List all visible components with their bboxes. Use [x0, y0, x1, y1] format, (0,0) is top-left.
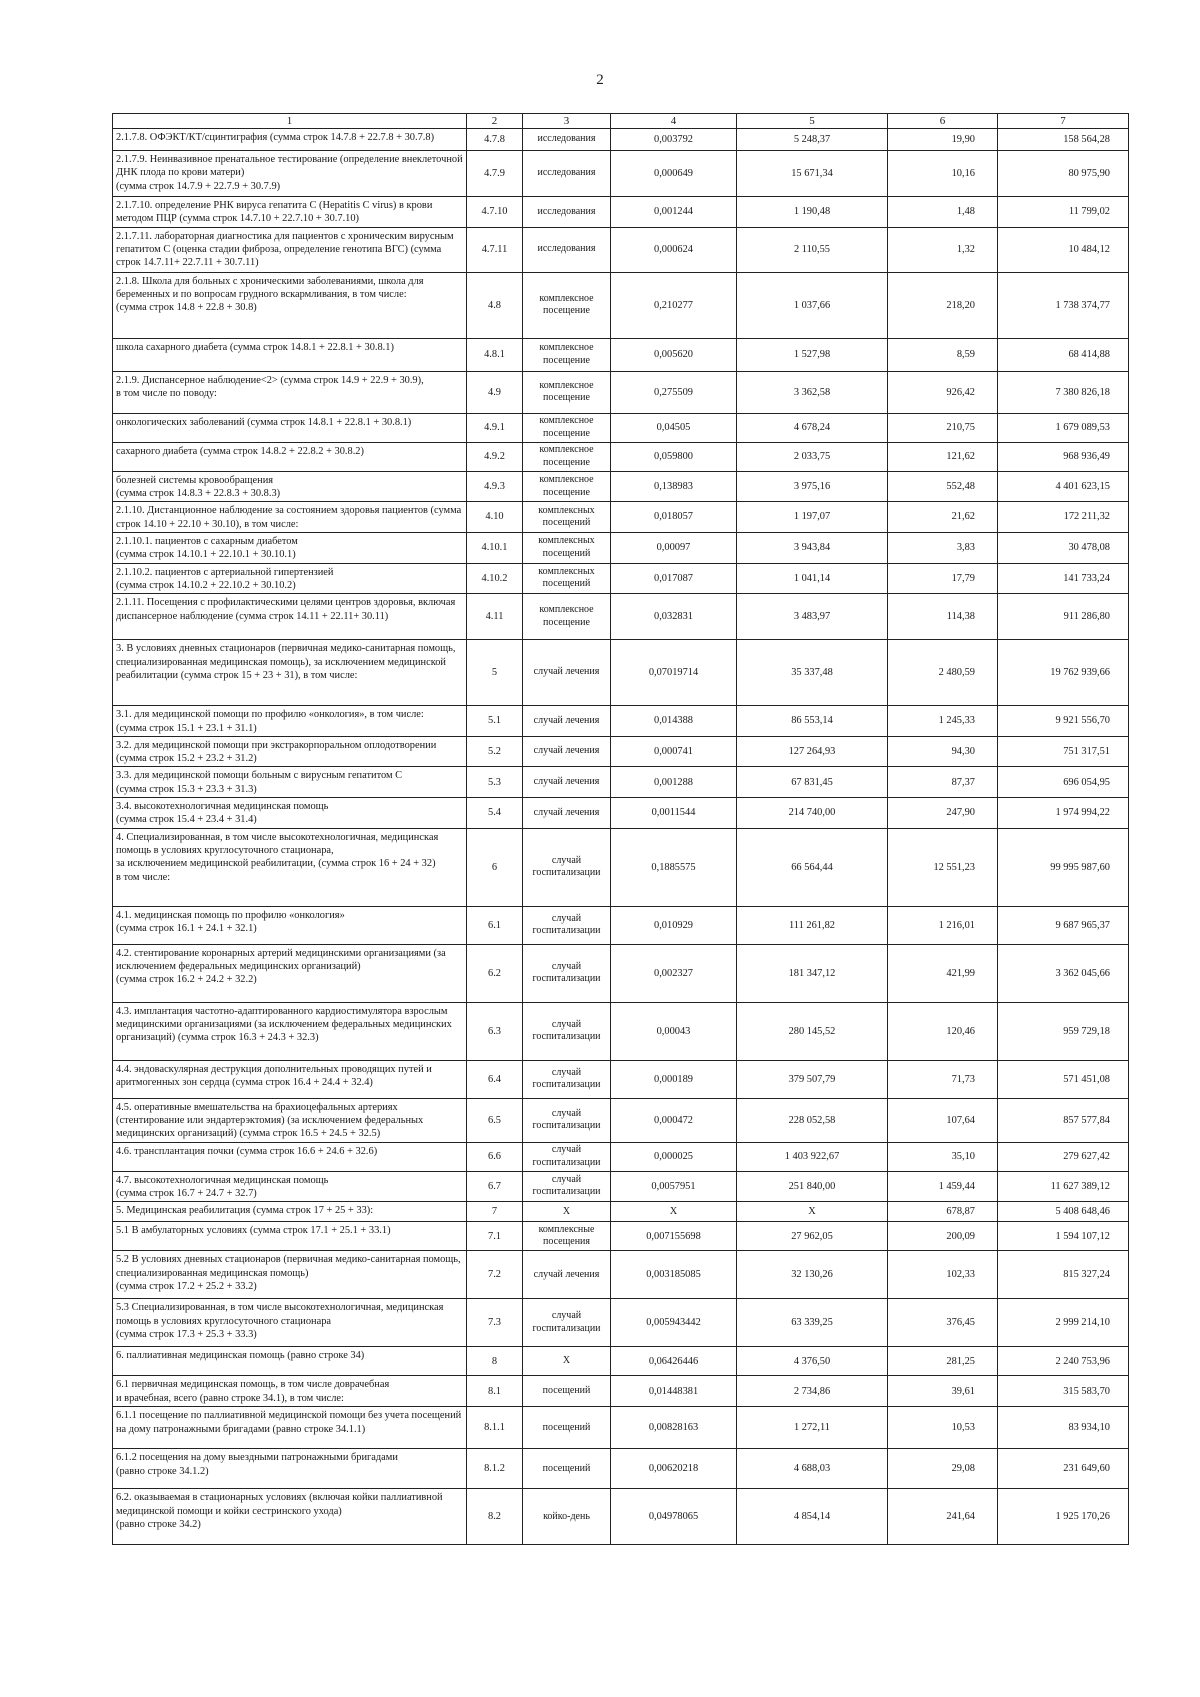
row-code: 6.3	[467, 1002, 523, 1060]
table-row	[113, 1171, 1129, 1202]
row-code: 4.9.2	[467, 442, 523, 471]
table-row	[113, 129, 1129, 151]
row-norm: 0,014388	[611, 706, 737, 737]
row-cost: 1 197,07	[737, 502, 888, 533]
row-description: 4. Специализированная, в том числе высокотехнологичная, медицинская помощь в условиях круглосуточного стационара, за исключением медицинской реабилитации, (сумма строк 16 + 24 + 32) в том числе:	[113, 828, 467, 906]
row-description: 3.1. для медицинской помощи по профилю «онкология», в том числе: (сумма строк 15.1 + 23.1 + 31.1)	[113, 706, 467, 737]
row-description: 5. Медицинская реабилитация (сумма строк 17 + 25 + 33):	[113, 1202, 467, 1222]
row-code: 8.2	[467, 1489, 523, 1545]
row-norm: 0,00097	[611, 532, 737, 563]
row-cost: 67 831,45	[737, 767, 888, 798]
row-total: 30 478,08	[998, 532, 1129, 563]
table-row	[113, 1347, 1129, 1376]
table-row	[113, 532, 1129, 563]
table-row	[113, 1002, 1129, 1060]
row-cost: 2 734,86	[737, 1376, 888, 1407]
row-cost: 1 272,11	[737, 1407, 888, 1449]
row-total: 141 733,24	[998, 563, 1129, 594]
row-norm: 0,018057	[611, 502, 737, 533]
row-description: 4.6. трансплантация почки (сумма строк 16.6 + 24.6 + 32.6)	[113, 1142, 467, 1171]
row-unit: случай лечения	[523, 798, 611, 829]
row-description: 6.1 первичная медицинская помощь, в том числе доврачебная и врачебная, всего (равно строке 34.1), в том числе:	[113, 1376, 467, 1407]
row-norm: 0,017087	[611, 563, 737, 594]
table-row	[113, 563, 1129, 594]
row-unit: случай госпитализации	[523, 906, 611, 944]
row-cost: Х	[737, 1202, 888, 1222]
row-per-capita: 87,37	[888, 767, 998, 798]
row-cost: 66 564,44	[737, 828, 888, 906]
row-total: 1 974 994,22	[998, 798, 1129, 829]
row-unit: случай госпитализации	[523, 1002, 611, 1060]
row-per-capita: 12 551,23	[888, 828, 998, 906]
header-cell: 2	[467, 114, 523, 129]
row-per-capita: 17,79	[888, 563, 998, 594]
row-cost: 1 190,48	[737, 197, 888, 228]
row-per-capita: 114,38	[888, 594, 998, 640]
header-cell: 6	[888, 114, 998, 129]
row-per-capita: 121,62	[888, 442, 998, 471]
table-row	[113, 197, 1129, 228]
table-row	[113, 1222, 1129, 1251]
row-norm: 0,04505	[611, 413, 737, 442]
row-description: 2.1.10.1. пациентов с сахарным диабетом (сумма строк 14.10.1 + 22.10.1 + 30.10.1)	[113, 532, 467, 563]
row-description: 2.1.7.8. ОФЭКТ/КТ/сцинтиграфия (сумма строк 14.7.8 + 22.7.8 + 30.7.8)	[113, 129, 467, 151]
row-unit: случай госпитализации	[523, 1098, 611, 1142]
row-cost: 127 264,93	[737, 736, 888, 767]
table-row	[113, 227, 1129, 272]
row-code: 6.6	[467, 1142, 523, 1171]
row-unit: случай госпитализации	[523, 1299, 611, 1347]
table-row	[113, 1251, 1129, 1299]
table-row	[113, 767, 1129, 798]
row-code: 4.9.3	[467, 471, 523, 502]
table-row	[113, 736, 1129, 767]
row-norm: 0,01448381	[611, 1376, 737, 1407]
header-cell: 3	[523, 114, 611, 129]
row-norm: 0,005943442	[611, 1299, 737, 1347]
row-code: 5.2	[467, 736, 523, 767]
row-total: 11 627 389,12	[998, 1171, 1129, 1202]
row-code: 4.9.1	[467, 413, 523, 442]
row-per-capita: 1,48	[888, 197, 998, 228]
row-cost: 111 261,82	[737, 906, 888, 944]
row-norm: 0,010929	[611, 906, 737, 944]
row-norm: 0,210277	[611, 272, 737, 338]
row-total: 80 975,90	[998, 151, 1129, 197]
row-per-capita: 421,99	[888, 944, 998, 1002]
row-description: 2.1.11. Посещения с профилактическими целями центров здоровья, включая диспансерное наблюдение (сумма строк 14.11 + 22.11+ 30.11)	[113, 594, 467, 640]
row-cost: 4 688,03	[737, 1449, 888, 1489]
row-norm: 0,000472	[611, 1098, 737, 1142]
row-per-capita: 102,33	[888, 1251, 998, 1299]
row-unit: комплексных посещений	[523, 502, 611, 533]
row-total: 5 408 648,46	[998, 1202, 1129, 1222]
row-description: сахарного диабета (сумма строк 14.8.2 + 22.8.2 + 30.8.2)	[113, 442, 467, 471]
row-description: 5.1 В амбулаторных условиях (сумма строк 17.1 + 25.1 + 33.1)	[113, 1222, 467, 1251]
row-norm: 0,138983	[611, 471, 737, 502]
row-unit: случай лечения	[523, 1251, 611, 1299]
row-per-capita: 71,73	[888, 1060, 998, 1098]
row-norm: 0,06426446	[611, 1347, 737, 1376]
row-unit: посещений	[523, 1376, 611, 1407]
row-unit: комплексное посещение	[523, 413, 611, 442]
row-cost: 3 362,58	[737, 371, 888, 413]
row-cost: 5 248,37	[737, 129, 888, 151]
table-row	[113, 151, 1129, 197]
row-per-capita: 1 216,01	[888, 906, 998, 944]
table-row	[113, 798, 1129, 829]
row-code: 4.7.11	[467, 227, 523, 272]
table-row	[113, 442, 1129, 471]
row-total: 751 317,51	[998, 736, 1129, 767]
row-unit: Х	[523, 1202, 611, 1222]
row-norm: 0,032831	[611, 594, 737, 640]
row-norm: 0,003792	[611, 129, 737, 151]
table-row	[113, 1489, 1129, 1545]
row-unit: комплексных посещений	[523, 532, 611, 563]
row-code: 4.10	[467, 502, 523, 533]
row-code: 4.8.1	[467, 338, 523, 371]
row-per-capita: 1 459,44	[888, 1171, 998, 1202]
row-cost: 2 110,55	[737, 227, 888, 272]
row-description: 2.1.10. Дистанционное наблюдение за состоянием здоровья пациентов (сумма строк 14.10 + 22.10 + 30.10), в том числе:	[113, 502, 467, 533]
row-code: 8	[467, 1347, 523, 1376]
row-code: 7.2	[467, 1251, 523, 1299]
row-per-capita: 94,30	[888, 736, 998, 767]
row-per-capita: 3,83	[888, 532, 998, 563]
row-code: 8.1.1	[467, 1407, 523, 1449]
row-description: 6.1.1 посещение по паллиативной медицинской помощи без учета посещений на дому патронажными бригадами (равно строке 34.1.1)	[113, 1407, 467, 1449]
row-per-capita: 35,10	[888, 1142, 998, 1171]
row-cost: 181 347,12	[737, 944, 888, 1002]
row-description: 2.1.7.10. определение РНК вируса гепатита С (Hepatitis C virus) в крови методом ПЦР (сумма строк 14.7.10 + 22.7.10 + 30.7.10)	[113, 197, 467, 228]
row-code: 6	[467, 828, 523, 906]
row-unit: случай госпитализации	[523, 1171, 611, 1202]
row-unit: случай госпитализации	[523, 828, 611, 906]
table-row	[113, 1202, 1129, 1222]
row-unit: посещений	[523, 1449, 611, 1489]
row-norm: 0,059800	[611, 442, 737, 471]
row-per-capita: 200,09	[888, 1222, 998, 1251]
row-code: 4.7.9	[467, 151, 523, 197]
row-description: 2.1.7.11. лабораторная диагностика для пациентов с хроническим вирусным гепатитом С (оценка стадии фиброза, определение генотипа ВГС) (сумма строк 14.7.11+ 22.7.11 + 30.7.11)	[113, 227, 467, 272]
row-total: 571 451,08	[998, 1060, 1129, 1098]
row-description: 4.3. имплантация частотно-адаптированного кардиостимулятора взрослым медицинскими организациями (за исключением федеральных медицинских организаций) (сумма строк 16.3 + 24.3 + 32.3)	[113, 1002, 467, 1060]
row-norm: 0,001288	[611, 767, 737, 798]
row-cost: 1 403 922,67	[737, 1142, 888, 1171]
row-unit: комплексное посещение	[523, 272, 611, 338]
row-total: 231 649,60	[998, 1449, 1129, 1489]
row-description: 4.2. стентирование коронарных артерий медицинскими организациями (за исключением федеральных медицинских организаций) (сумма строк 16.2 + 24.2 + 32.2)	[113, 944, 467, 1002]
row-total: 2 240 753,96	[998, 1347, 1129, 1376]
row-code: 8.1	[467, 1376, 523, 1407]
row-per-capita: 281,25	[888, 1347, 998, 1376]
row-total: 1 679 089,53	[998, 413, 1129, 442]
row-unit: койко-день	[523, 1489, 611, 1545]
row-unit: комплексное посещение	[523, 442, 611, 471]
row-description: 6. паллиативная медицинская помощь (равно строке 34)	[113, 1347, 467, 1376]
row-per-capita: 21,62	[888, 502, 998, 533]
row-cost: 15 671,34	[737, 151, 888, 197]
row-code: 4.10.1	[467, 532, 523, 563]
norms-table	[112, 113, 1129, 1545]
row-cost: 27 962,05	[737, 1222, 888, 1251]
row-norm: 0,001244	[611, 197, 737, 228]
row-unit: исследования	[523, 129, 611, 151]
row-unit: случай госпитализации	[523, 1142, 611, 1171]
row-per-capita: 218,20	[888, 272, 998, 338]
row-total: 172 211,32	[998, 502, 1129, 533]
row-cost: 3 943,84	[737, 532, 888, 563]
row-unit: случай лечения	[523, 706, 611, 737]
row-code: 5.3	[467, 767, 523, 798]
row-description: 5.2 В условиях дневных стационаров (первичная медико-санитарная помощь, специализированная медицинская помощь) (сумма строк 17.2 + 25.2 + 33.2)	[113, 1251, 467, 1299]
row-per-capita: 376,45	[888, 1299, 998, 1347]
row-norm: 0,275509	[611, 371, 737, 413]
row-description: 3. В условиях дневных стационаров (первичная медико-санитарная помощь, специализированная медицинская помощь), за исключением медицинской реабилитации (сумма строк 15 + 23 + 31), в том числе:	[113, 640, 467, 706]
row-unit: случай лечения	[523, 640, 611, 706]
row-norm: 0,00620218	[611, 1449, 737, 1489]
row-total: 911 286,80	[998, 594, 1129, 640]
row-norm: 0,003185085	[611, 1251, 737, 1299]
row-description: 3.2. для медицинской помощи при экстракорпоральном оплодотворении (сумма строк 15.2 + 23.2 + 31.2)	[113, 736, 467, 767]
table-row	[113, 906, 1129, 944]
row-code: 7.1	[467, 1222, 523, 1251]
row-per-capita: 926,42	[888, 371, 998, 413]
row-per-capita: 19,90	[888, 129, 998, 151]
row-total: 4 401 623,15	[998, 471, 1129, 502]
row-per-capita: 10,53	[888, 1407, 998, 1449]
row-unit: исследования	[523, 151, 611, 197]
row-total: 279 627,42	[998, 1142, 1129, 1171]
row-cost: 251 840,00	[737, 1171, 888, 1202]
table-row	[113, 502, 1129, 533]
header-cell: 1	[113, 114, 467, 129]
row-norm: 0,005620	[611, 338, 737, 371]
row-code: 8.1.2	[467, 1449, 523, 1489]
row-total: 158 564,28	[998, 129, 1129, 151]
row-norm: 0,07019714	[611, 640, 737, 706]
row-cost: 3 975,16	[737, 471, 888, 502]
row-cost: 1 037,66	[737, 272, 888, 338]
table-row	[113, 1376, 1129, 1407]
row-unit: случай госпитализации	[523, 944, 611, 1002]
table-row	[113, 413, 1129, 442]
row-description: 2.1.9. Диспансерное наблюдение<2> (сумма строк 14.9 + 22.9 + 30.9), в том числе по поводу:	[113, 371, 467, 413]
row-cost: 280 145,52	[737, 1002, 888, 1060]
row-code: 5.4	[467, 798, 523, 829]
row-code: 4.11	[467, 594, 523, 640]
table-row	[113, 471, 1129, 502]
row-code: 5	[467, 640, 523, 706]
table-row	[113, 944, 1129, 1002]
row-norm: 0,000624	[611, 227, 737, 272]
row-total: 959 729,18	[998, 1002, 1129, 1060]
table-row	[113, 1142, 1129, 1171]
row-code: 4.7.8	[467, 129, 523, 151]
row-norm: 0,00043	[611, 1002, 737, 1060]
row-description: онкологических заболеваний (сумма строк 14.8.1 + 22.8.1 + 30.8.1)	[113, 413, 467, 442]
table-row	[113, 1449, 1129, 1489]
row-description: 3.3. для медицинской помощи больным с вирусным гепатитом С (сумма строк 15.3 + 23.3 + 31.3)	[113, 767, 467, 798]
row-per-capita: 2 480,59	[888, 640, 998, 706]
row-code: 6.7	[467, 1171, 523, 1202]
row-unit: случай госпитализации	[523, 1060, 611, 1098]
page-number: 2	[596, 72, 604, 88]
row-cost: 3 483,97	[737, 594, 888, 640]
table-row	[113, 371, 1129, 413]
row-total: 7 380 826,18	[998, 371, 1129, 413]
row-description: 6.2. оказываемая в стационарных условиях (включая койки паллиативной медицинской помощи и койки сестринского ухода) (равно строке 34.2)	[113, 1489, 467, 1545]
row-code: 4.7.10	[467, 197, 523, 228]
row-cost: 63 339,25	[737, 1299, 888, 1347]
row-per-capita: 107,64	[888, 1098, 998, 1142]
row-description: 4.4. эндоваскулярная деструкция дополнительных проводящих путей и аритмогенных зон сердца (сумма строк 16.4 + 24.4 + 32.4)	[113, 1060, 467, 1098]
row-unit: комплексное посещение	[523, 594, 611, 640]
row-description: 3.4. высокотехнологичная медицинская помощь (сумма строк 15.4 + 23.4 + 31.4)	[113, 798, 467, 829]
row-norm: 0,04978065	[611, 1489, 737, 1545]
row-norm: 0,000649	[611, 151, 737, 197]
row-description: школа сахарного диабета (сумма строк 14.8.1 + 22.8.1 + 30.8.1)	[113, 338, 467, 371]
row-unit: комплексных посещений	[523, 563, 611, 594]
table-row	[113, 1060, 1129, 1098]
row-code: 4.10.2	[467, 563, 523, 594]
row-unit: комплексное посещение	[523, 371, 611, 413]
row-per-capita: 241,64	[888, 1489, 998, 1545]
row-per-capita: 678,87	[888, 1202, 998, 1222]
row-norm: Х	[611, 1202, 737, 1222]
table-row	[113, 338, 1129, 371]
table-row	[113, 706, 1129, 737]
row-per-capita: 552,48	[888, 471, 998, 502]
row-total: 1 925 170,26	[998, 1489, 1129, 1545]
row-per-capita: 1,32	[888, 227, 998, 272]
row-cost: 228 052,58	[737, 1098, 888, 1142]
row-total: 1 738 374,77	[998, 272, 1129, 338]
row-description: 4.7. высокотехнологичная медицинская помощь (сумма строк 16.7 + 24.7 + 32.7)	[113, 1171, 467, 1202]
row-total: 83 934,10	[998, 1407, 1129, 1449]
row-description: 4.1. медицинская помощь по профилю «онкология» (сумма строк 16.1 + 24.1 + 32.1)	[113, 906, 467, 944]
row-total: 68 414,88	[998, 338, 1129, 371]
row-norm: 0,00828163	[611, 1407, 737, 1449]
row-per-capita: 10,16	[888, 151, 998, 197]
row-code: 6.2	[467, 944, 523, 1002]
row-description: 2.1.7.9. Неинвазивное пренатальное тестирование (определение внеклеточной ДНК плода по крови матери) (сумма строк 14.7.9 + 22.7.9 + 30.7.9)	[113, 151, 467, 197]
row-description: 2.1.8. Школа для больных с хроническими заболеваниями, школа для беременных и по вопросам грудного вскармливания, в том числе: (сумма строк 14.8 + 22.8 + 30.8)	[113, 272, 467, 338]
table-row	[113, 1299, 1129, 1347]
table-row	[113, 594, 1129, 640]
row-unit: посещений	[523, 1407, 611, 1449]
table-body	[113, 129, 1129, 1545]
header-row	[113, 114, 1129, 129]
row-per-capita: 210,75	[888, 413, 998, 442]
row-code: 4.8	[467, 272, 523, 338]
row-norm: 0,000189	[611, 1060, 737, 1098]
row-unit: случай лечения	[523, 767, 611, 798]
row-unit: исследования	[523, 197, 611, 228]
row-total: 19 762 939,66	[998, 640, 1129, 706]
row-total: 9 687 965,37	[998, 906, 1129, 944]
table-row	[113, 828, 1129, 906]
table-row	[113, 1098, 1129, 1142]
row-unit: комплексное посещение	[523, 338, 611, 371]
row-cost: 214 740,00	[737, 798, 888, 829]
row-total: 315 583,70	[998, 1376, 1129, 1407]
row-total: 9 921 556,70	[998, 706, 1129, 737]
row-unit: случай лечения	[523, 736, 611, 767]
row-norm: 0,002327	[611, 944, 737, 1002]
row-per-capita: 1 245,33	[888, 706, 998, 737]
row-norm: 0,000025	[611, 1142, 737, 1171]
row-unit: Х	[523, 1347, 611, 1376]
row-code: 6.1	[467, 906, 523, 944]
row-cost: 4 854,14	[737, 1489, 888, 1545]
row-code: 4.9	[467, 371, 523, 413]
row-description: 4.5. оперативные вмешательства на брахиоцефальных артериях (стентирование или эндартерэктомия) (за исключением федеральных медицинских организаций) (сумма строк 16.5 + 24.5 + 32.5)	[113, 1098, 467, 1142]
row-description: 5.3 Специализированная, в том числе высокотехнологичная, медицинская помощь в условиях круглосуточного стационара (сумма строк 17.3 + 25.3 + 33.3)	[113, 1299, 467, 1347]
row-code: 7	[467, 1202, 523, 1222]
row-norm: 0,1885575	[611, 828, 737, 906]
row-cost: 4 376,50	[737, 1347, 888, 1376]
row-cost: 35 337,48	[737, 640, 888, 706]
row-description: 6.1.2 посещения на дому выездными патронажными бригадами (равно строке 34.1.2)	[113, 1449, 467, 1489]
row-total: 968 936,49	[998, 442, 1129, 471]
table-row	[113, 272, 1129, 338]
row-cost: 32 130,26	[737, 1251, 888, 1299]
table-row	[113, 1407, 1129, 1449]
row-code: 5.1	[467, 706, 523, 737]
row-per-capita: 29,08	[888, 1449, 998, 1489]
row-unit: исследования	[523, 227, 611, 272]
row-total: 3 362 045,66	[998, 944, 1129, 1002]
row-cost: 1 041,14	[737, 563, 888, 594]
row-total: 857 577,84	[998, 1098, 1129, 1142]
header-cell: 4	[611, 114, 737, 129]
table-row	[113, 640, 1129, 706]
row-per-capita: 39,61	[888, 1376, 998, 1407]
row-total: 815 327,24	[998, 1251, 1129, 1299]
row-norm: 0,000741	[611, 736, 737, 767]
row-description: болезней системы кровообращения (сумма строк 14.8.3 + 22.8.3 + 30.8.3)	[113, 471, 467, 502]
row-norm: 0,0011544	[611, 798, 737, 829]
row-total: 99 995 987,60	[998, 828, 1129, 906]
row-unit: комплексные посещения	[523, 1222, 611, 1251]
row-norm: 0,0057951	[611, 1171, 737, 1202]
row-code: 6.5	[467, 1098, 523, 1142]
row-norm: 0,007155698	[611, 1222, 737, 1251]
row-cost: 4 678,24	[737, 413, 888, 442]
row-per-capita: 247,90	[888, 798, 998, 829]
row-description: 2.1.10.2. пациентов с артериальной гипертензией (сумма строк 14.10.2 + 22.10.2 + 30.10.2)	[113, 563, 467, 594]
row-cost: 379 507,79	[737, 1060, 888, 1098]
row-total: 2 999 214,10	[998, 1299, 1129, 1347]
row-per-capita: 120,46	[888, 1002, 998, 1060]
row-total: 1 594 107,12	[998, 1222, 1129, 1251]
header-cell: 5	[737, 114, 888, 129]
row-cost: 86 553,14	[737, 706, 888, 737]
row-code: 7.3	[467, 1299, 523, 1347]
row-total: 696 054,95	[998, 767, 1129, 798]
row-unit: комплексное посещение	[523, 471, 611, 502]
row-cost: 1 527,98	[737, 338, 888, 371]
row-total: 10 484,12	[998, 227, 1129, 272]
row-code: 6.4	[467, 1060, 523, 1098]
header-cell: 7	[998, 114, 1129, 129]
row-per-capita: 8,59	[888, 338, 998, 371]
row-total: 11 799,02	[998, 197, 1129, 228]
row-cost: 2 033,75	[737, 442, 888, 471]
